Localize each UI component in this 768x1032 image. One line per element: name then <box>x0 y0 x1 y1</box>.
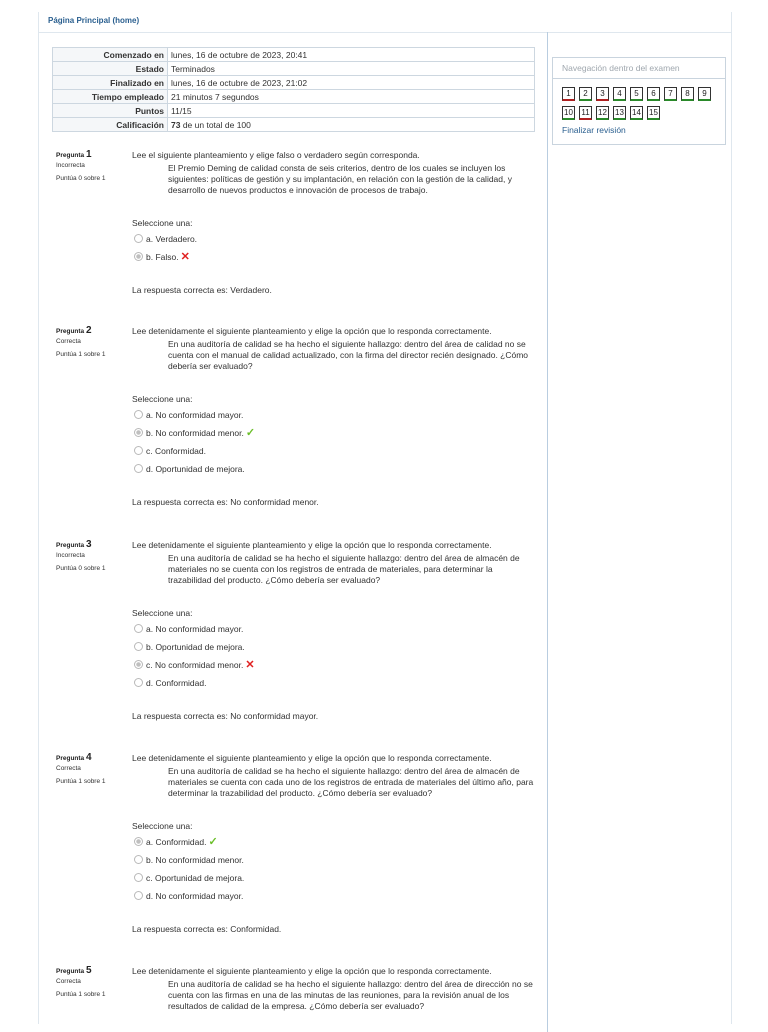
question-prompt: Lee detenidamente el siguiente planteamiento y elige la opción que lo responda correctamente. <box>132 966 492 976</box>
quiz-nav-button-2[interactable]: 2 <box>579 87 592 101</box>
grade-value: 73 <box>171 119 181 130</box>
radio-icon[interactable] <box>134 446 143 455</box>
breadcrumb-bar <box>39 12 731 33</box>
correct-check-icon: ✓ <box>245 427 256 439</box>
question-number: Pregunta 2 <box>56 325 92 336</box>
option-b[interactable]: b. Oportunidad de mejora. <box>134 641 245 653</box>
table-row <box>53 90 535 104</box>
select-one-label: Seleccione una: <box>132 394 193 404</box>
summary-value: Terminados <box>168 62 535 76</box>
quiz-nav-button-11[interactable]: 11 <box>579 106 592 120</box>
quiz-nav-button-8[interactable]: 8 <box>681 87 694 101</box>
radio-icon[interactable] <box>134 855 143 864</box>
question-number: Pregunta 5 <box>56 965 92 976</box>
question-state: Incorrecta <box>56 552 85 559</box>
summary-key: Puntos <box>53 104 168 118</box>
option-a[interactable]: a. No conformidad mayor. <box>134 623 243 635</box>
question-info <box>56 965 126 998</box>
question-info <box>56 752 126 785</box>
option-a[interactable]: a. Conformidad. ✓ <box>134 836 218 848</box>
select-one-label: Seleccione una: <box>132 821 193 831</box>
quiz-nav-button-7[interactable]: 7 <box>664 87 677 101</box>
option-a[interactable]: a. No conformidad mayor. <box>134 409 243 421</box>
table-row <box>53 104 535 118</box>
radio-icon[interactable] <box>134 234 143 243</box>
question-text: En una auditoría de calidad se ha hecho el siguiente hallazgo: dentro del área de almacén de materiales se cuenta con cada uno de los registros de entrada de materiales del último año, para determinar la trazabilidad del producto. ¿Cómo debería ser evaluado? <box>168 766 534 798</box>
finish-review-link[interactable]: Finalizar revisión <box>562 125 626 135</box>
quiz-nav-button-6[interactable]: 6 <box>647 87 660 101</box>
question-info <box>56 325 126 358</box>
table-row <box>53 62 535 76</box>
option-c[interactable]: c. Conformidad. <box>134 445 206 457</box>
option-b[interactable]: b. Falso. ✕ <box>134 251 190 263</box>
grade-total: de un total de 100 <box>180 119 251 130</box>
quiz-nav-button-3[interactable]: 3 <box>596 87 609 101</box>
radio-icon[interactable] <box>134 464 143 473</box>
quiz-nav-button-5[interactable]: 5 <box>630 87 643 101</box>
radio-selected-icon[interactable] <box>134 428 143 437</box>
option-a[interactable]: a. Verdadero. <box>134 233 197 245</box>
question-info <box>56 149 126 182</box>
question-text: En una auditoría de calidad se ha hecho el siguiente hallazgo: dentro del área de almacén de materiales no se cuenta con los registros de entrada de materiales, para determinar la trazabilidad del producto. ¿Cómo debería ser evaluado? <box>168 553 520 585</box>
quiz-nav-button-13[interactable]: 13 <box>613 106 626 120</box>
option-d[interactable]: d. Conformidad. <box>134 677 206 689</box>
correct-answer-feedback: La respuesta correcta es: Conformidad. <box>132 924 282 934</box>
quiz-navigation-title: Navegación dentro del examen <box>562 63 680 73</box>
option-d[interactable]: d. No conformidad mayor. <box>134 890 243 902</box>
attempt-summary-table <box>52 47 535 132</box>
quiz-nav-button-14[interactable]: 14 <box>630 106 643 120</box>
question-text: En una auditoría de calidad se ha hecho el siguiente hallazgo: dentro del área de calidad no se cuenta con el manual de calidad actualizado, con la firma del director recién designado. ¿Cómo debería ser evaluado? <box>168 339 529 371</box>
select-one-label: Seleccione una: <box>132 218 193 228</box>
question-mark: Puntúa 1 sobre 1 <box>56 991 106 998</box>
question-info <box>56 539 126 572</box>
summary-value: lunes, 16 de octubre de 2023, 20:41 <box>168 48 535 62</box>
summary-key: Estado <box>53 62 168 76</box>
question-mark: Puntúa 0 sobre 1 <box>56 565 106 572</box>
quiz-nav-button-12[interactable]: 12 <box>596 106 609 120</box>
question-mark: Puntúa 1 sobre 1 <box>56 778 106 785</box>
question-number: Pregunta 1 <box>56 149 92 160</box>
question-prompt: Lee el siguiente planteamiento y elige falso o verdadero según corresponda. <box>132 150 420 160</box>
quiz-nav-button-9[interactable]: 9 <box>698 87 711 101</box>
question-mark: Puntúa 0 sobre 1 <box>56 175 106 182</box>
quiz-nav-button-10[interactable]: 10 <box>562 106 575 120</box>
quiz-nav-button-1[interactable]: 1 <box>562 87 575 101</box>
column-divider <box>547 32 548 1032</box>
question-state: Correcta <box>56 765 81 772</box>
summary-value: 21 minutos 7 segundos <box>168 90 535 104</box>
question-number: Pregunta 4 <box>56 752 92 763</box>
radio-selected-icon[interactable] <box>134 252 143 261</box>
summary-value <box>168 118 535 132</box>
radio-icon[interactable] <box>134 642 143 651</box>
summary-key: Comenzado en <box>53 48 168 62</box>
question-state: Correcta <box>56 978 81 985</box>
correct-answer-feedback: La respuesta correcta es: No conformidad menor. <box>132 497 319 507</box>
question-prompt: Lee detenidamente el siguiente planteamiento y elige la opción que lo responda correctamente. <box>132 326 492 336</box>
radio-selected-icon[interactable] <box>134 660 143 669</box>
correct-answer-feedback: La respuesta correcta es: Verdadero. <box>132 285 272 295</box>
question-state: Incorrecta <box>56 162 85 169</box>
quiz-navigation-block <box>552 57 726 145</box>
question-text: En una auditoría de calidad se ha hecho el siguiente hallazgo: dentro del área de dirección no se cuenta con las firmas en una de las minutas de las reuniones, para la revisión anual de los resultados de calidad de la empresa. ¿Cómo debería ser evaluado? <box>168 979 533 1011</box>
table-row <box>53 48 535 62</box>
question-prompt: Lee detenidamente el siguiente planteamiento y elige la opción que lo responda correctamente. <box>132 540 492 550</box>
radio-icon[interactable] <box>134 678 143 687</box>
option-d[interactable]: d. Oportunidad de mejora. <box>134 463 245 475</box>
radio-icon[interactable] <box>134 410 143 419</box>
radio-icon[interactable] <box>134 624 143 633</box>
summary-value: 11/15 <box>168 104 535 118</box>
quiz-review-page <box>38 12 732 1024</box>
question-number: Pregunta 3 <box>56 539 92 550</box>
radio-icon[interactable] <box>134 891 143 900</box>
incorrect-icon: ✕ <box>245 659 255 671</box>
radio-icon[interactable] <box>134 873 143 882</box>
question-text: El Premio Deming de calidad consta de seis criterios, dentro de los cuales se incluyen los siguientes: políticas de gestión y su implantación, en relación con la gestión de la calidad, y desarrollo de nuevos productos e innovación de procesos de trabajo. <box>168 163 512 195</box>
breadcrumb-home-link[interactable]: Página Principal (home) <box>48 16 140 25</box>
table-row <box>53 118 535 132</box>
correct-check-icon: ✓ <box>208 836 218 848</box>
question-prompt: Lee detenidamente el siguiente planteamiento y elige la opción que lo responda correctamente. <box>132 753 492 763</box>
option-c[interactable]: c. No conformidad menor. ✕ <box>134 659 255 671</box>
incorrect-icon: ✕ <box>180 251 190 263</box>
summary-key: Tiempo empleado <box>53 90 168 104</box>
table-row <box>53 76 535 90</box>
divider <box>553 78 725 79</box>
summary-value: lunes, 16 de octubre de 2023, 21:02 <box>168 76 535 90</box>
question-state: Correcta <box>56 338 81 345</box>
option-b[interactable]: b. No conformidad menor. <box>134 854 244 866</box>
question-mark: Puntúa 1 sobre 1 <box>56 351 106 358</box>
correct-answer-feedback: La respuesta correcta es: No conformidad mayor. <box>132 711 319 721</box>
quiz-nav-button-4[interactable]: 4 <box>613 87 626 101</box>
select-one-label: Seleccione una: <box>132 608 193 618</box>
summary-key: Calificación <box>53 118 168 132</box>
option-b[interactable]: b. No conformidad menor. ✓ <box>134 427 255 439</box>
summary-key: Finalizado en <box>53 76 168 90</box>
option-c[interactable]: c. Oportunidad de mejora. <box>134 872 244 884</box>
quiz-nav-button-15[interactable]: 15 <box>647 106 660 120</box>
radio-selected-icon[interactable] <box>134 837 143 846</box>
